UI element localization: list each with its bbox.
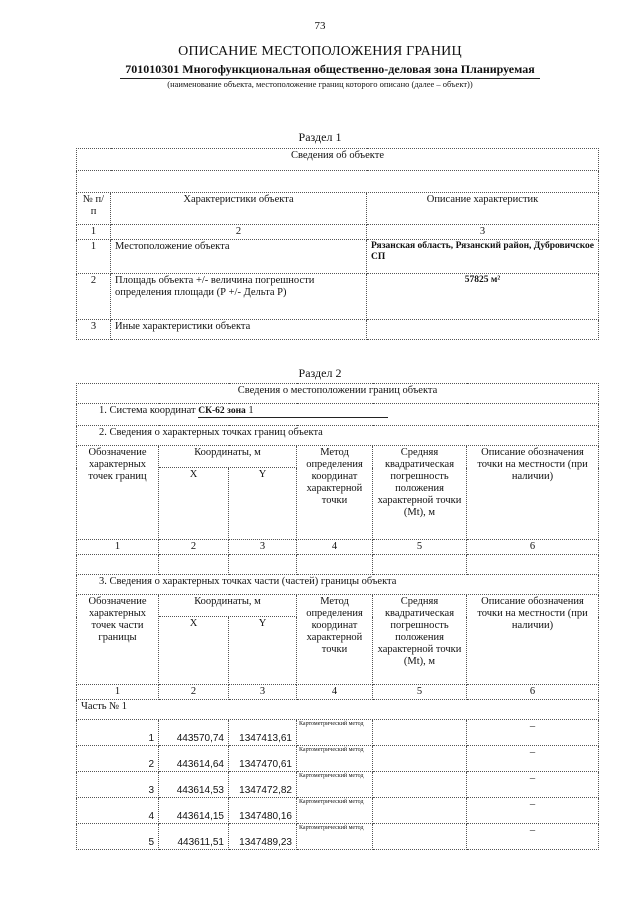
point-description: – [467,746,599,772]
header-x: X [159,468,229,540]
col-index: 5 [373,540,467,555]
point-x: 443614,53 [159,772,229,798]
point-method: Картометрический метод [297,772,373,798]
point-x: 443611,51 [159,824,229,850]
row-characteristic: Местоположение объекта [111,240,367,274]
row-description [367,320,599,340]
table-row [77,720,599,746]
section-2-label: Раздел 2 [298,366,342,380]
header-designation: Обозначение характерных точек границ [77,446,159,540]
col-index: 1 [77,685,159,700]
point-y: 1347413,61 [229,720,297,746]
object-info-table [76,148,599,340]
empty-cell [159,555,229,575]
table-row [77,824,599,850]
point-number: 3 [77,772,159,798]
row-description: Рязанская область, Рязанский район, Дубровичское СП [367,240,599,274]
row-characteristic: Иные характеристики объекта [111,320,367,340]
point-y: 1347472,82 [229,772,297,798]
empty-cell [467,555,599,575]
empty-cell [373,555,467,575]
col-index: 3 [367,225,599,240]
col-index: 4 [297,540,373,555]
col-index: 5 [373,685,467,700]
header-designation-part: Обозначение характерных точек части границы [77,595,159,685]
header-y: Y [229,617,297,685]
object-name: 701010301 Многофункциональная общественно-деловая зона Планируемая [120,62,540,79]
table-row [77,772,599,798]
row-num: 3 [77,320,111,340]
point-method: Картометрический метод [297,798,373,824]
header-method: Метод определения координат характерной точки [297,446,373,540]
col-index: 4 [297,685,373,700]
col-index: 6 [467,685,599,700]
part-points-section-title: 3. Сведения о характерных точках части (частей) границы объекта [77,575,599,595]
part-label: Часть № 1 [77,700,599,720]
col-index: 3 [229,540,297,555]
point-accuracy [373,720,467,746]
boundary-table [76,383,599,850]
coord-system-zone: 1 [248,405,254,416]
point-method: Картометрический метод [297,746,373,772]
coord-system-label: 1. Система координат [99,405,196,416]
header-y: Y [229,468,297,540]
row-num: 1 [77,240,111,274]
point-x: 443570,74 [159,720,229,746]
point-accuracy [373,746,467,772]
boundary-title: Сведения о местоположении границ объекта [77,384,599,404]
point-description: – [467,772,599,798]
point-method: Картометрический метод [297,720,373,746]
col-index: 1 [77,225,111,240]
document-title: ОПИСАНИЕ МЕСТОПОЛОЖЕНИЯ ГРАНИЦ [178,44,462,59]
col-header-num: № п/п [77,193,111,225]
header-description: Описание обозначения точки на местности (при наличии) [467,446,599,540]
row-characteristic: Площадь объекта +/- величина погрешности определения площади (Р +/- Дельта Р) [111,274,367,320]
header-coords: Координаты, м [159,446,297,468]
point-description: – [467,798,599,824]
header-coords: Координаты, м [159,595,297,617]
empty-cell [77,555,159,575]
point-y: 1347489,23 [229,824,297,850]
point-y: 1347470,61 [229,746,297,772]
points-section-title: 2. Сведения о характерных точках границ объекта [77,426,599,446]
object-name-note: (наименование объекта, местоположение границ которого описано (далее – объект)) [167,79,473,89]
point-method: Картометрический метод [297,824,373,850]
header-accuracy: Средняя квадратическая погрешность положения характерной точки (Mt), м [373,446,467,540]
header-x: X [159,617,229,685]
header-description: Описание обозначения точки на местности (при наличии) [467,595,599,685]
point-accuracy [373,798,467,824]
point-accuracy [373,824,467,850]
coord-system-value: СК-62 зона [198,406,246,416]
page-number: 73 [314,20,326,32]
point-x: 443614,15 [159,798,229,824]
point-number: 4 [77,798,159,824]
point-number: 2 [77,746,159,772]
section-1-label: Раздел 1 [298,130,342,144]
col-index: 3 [229,685,297,700]
row-num: 2 [77,274,111,320]
col-index: 2 [159,685,229,700]
point-description: – [467,720,599,746]
header-method: Метод определения координат характерной точки [297,595,373,685]
empty-cell [229,555,297,575]
coord-system-row [77,404,599,426]
col-index: 1 [77,540,159,555]
point-number: 5 [77,824,159,850]
empty-cell [297,555,373,575]
point-number: 1 [77,720,159,746]
table-row [77,798,599,824]
header-accuracy: Средняя квадратическая погрешность положения характерной точки (Mt), м [373,595,467,685]
col-index: 2 [159,540,229,555]
point-description: – [467,824,599,850]
point-accuracy [373,772,467,798]
row-description: 57825 м² [367,274,599,320]
col-header-description: Описание характеристик [367,193,599,225]
point-y: 1347480,16 [229,798,297,824]
point-x: 443614,64 [159,746,229,772]
table-row [77,746,599,772]
col-header-characteristics: Характеристики объекта [111,193,367,225]
col-index: 2 [111,225,367,240]
col-index: 6 [467,540,599,555]
empty-row [77,171,599,193]
object-info-title: Сведения об объекте [77,149,599,171]
